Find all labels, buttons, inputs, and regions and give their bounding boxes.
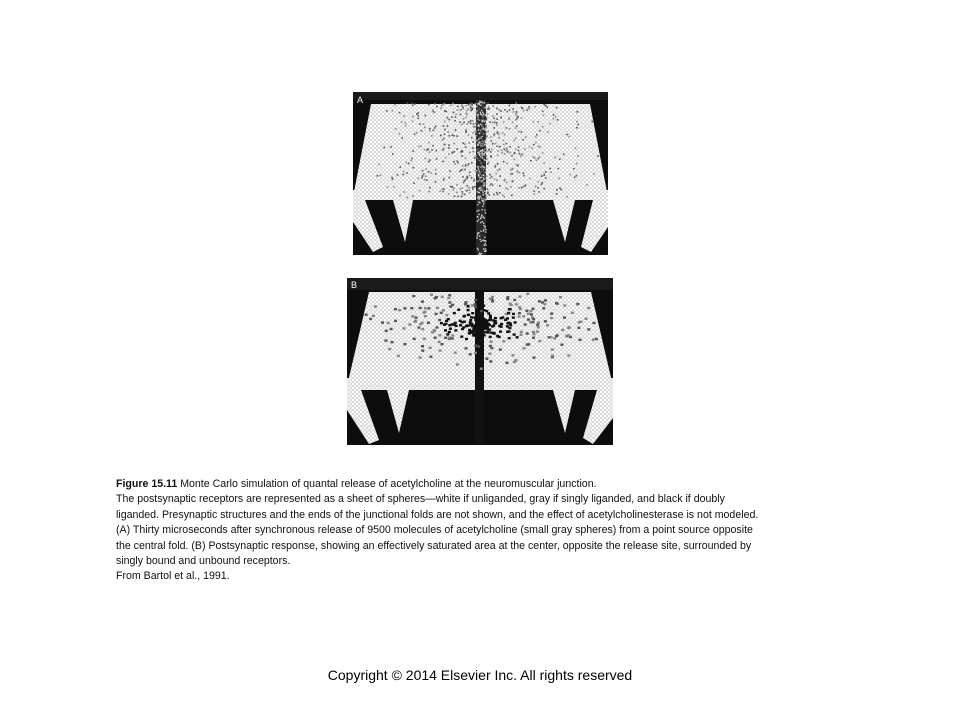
panel-b-illustration (347, 278, 613, 445)
figure-title: Monte Carlo simulation of quantal release of acetylcholine at the neuromuscular junction. (180, 478, 597, 490)
figure-label: Figure 15.11 (116, 478, 178, 490)
figure-panel-a (353, 92, 608, 255)
caption-line: liganded. Presynaptic structures and the ends of the junctional folds are not shown, and the effect of acetylcholinesterase is not modeled. (116, 508, 759, 521)
panel-a-letter: A (357, 95, 364, 105)
copyright-notice: Copyright © 2014 Elsevier Inc. All rights reserved (327, 667, 633, 683)
figure-panel-b (347, 278, 613, 445)
panel-b-letter: B (351, 280, 358, 290)
caption-line: the central fold. (B) Postsynaptic response, showing an effectively saturated area at the center, opposite the release site, surrounded by (116, 539, 752, 552)
panel-a-illustration (353, 92, 608, 255)
caption-line: singly bound and unbound receptors. (116, 555, 291, 568)
caption-heading (116, 477, 876, 492)
caption-source: From Bartol et al., 1991. (116, 570, 230, 583)
caption-line: The postsynaptic receptors are represented as a sheet of spheres—white if unliganded, gray if singly liganded, and black if doubly (116, 493, 725, 506)
figure-caption (116, 477, 876, 585)
caption-line: (A) Thirty microseconds after synchronous release of 9500 molecules of acetylcholine (small gray spheres) from a point source opposite (116, 524, 753, 537)
